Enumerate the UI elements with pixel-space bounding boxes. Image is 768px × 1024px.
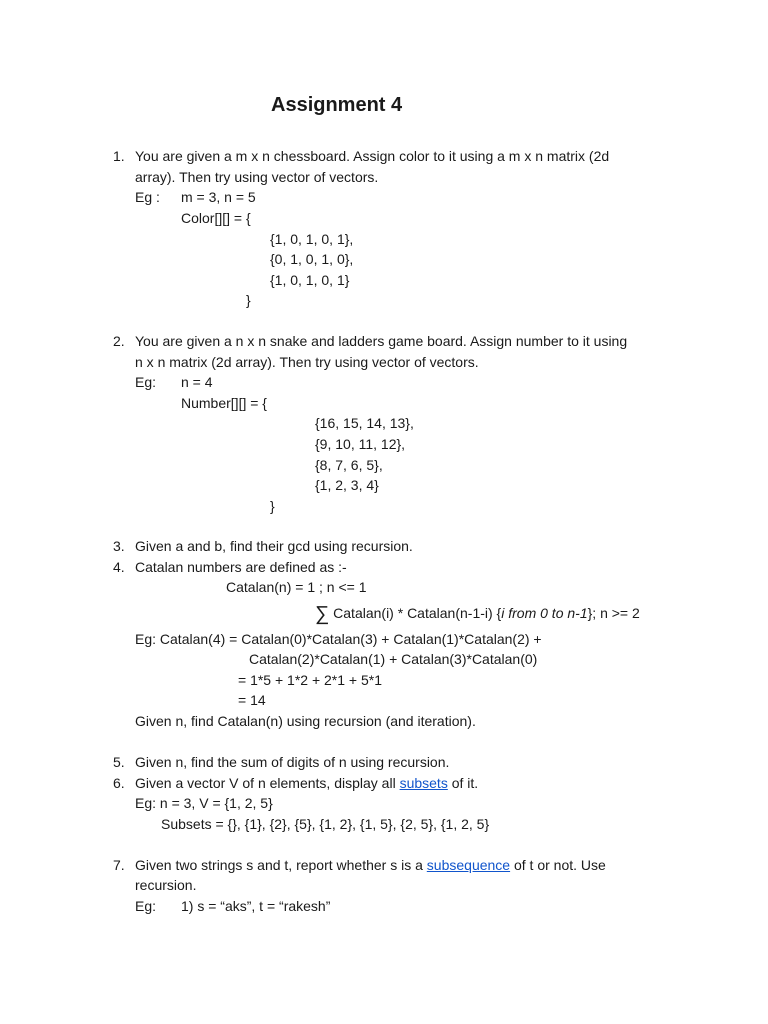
subsets-link[interactable]: subsets — [399, 775, 448, 791]
question-number: 2. — [113, 333, 125, 349]
page-title: Assignment 4 — [271, 94, 403, 116]
recurrence — [315, 602, 640, 623]
recurrence-text: Catalan(i) * Catalan(n-1-i) { — [329, 605, 502, 621]
question-number: 1. — [113, 148, 125, 164]
question-text: You are given a n x n snake and ladders game board. Assign number to it using — [135, 333, 628, 349]
matrix-row: {16, 15, 14, 13}, — [315, 415, 414, 431]
matrix-row: {1, 0, 1, 0, 1} — [270, 272, 350, 288]
matrix-row: {9, 10, 11, 12}, — [315, 436, 406, 452]
question-text-part: of it. — [447, 775, 479, 791]
question-number: 5. — [113, 754, 125, 770]
example-values: 1) s = “aks”, t = “rakesh” — [181, 898, 331, 914]
matrix-open: Number[][] = { — [181, 395, 267, 411]
matrix-row: {8, 7, 6, 5}, — [315, 457, 383, 473]
example-subsets: Subsets = {}, {1}, {2}, {5}, {1, 2}, {1, 5}, {2, 5}, {1, 2, 5} — [161, 816, 490, 832]
task-text: Given n, find Catalan(n) using recursion (and iteration). — [135, 713, 476, 729]
example-line: Eg: n = 3, V = {1, 2, 5} — [135, 795, 273, 811]
question-number: 3. — [113, 538, 125, 554]
matrix-row: {1, 0, 1, 0, 1}, — [270, 231, 354, 247]
subsequence-link[interactable]: subsequence — [426, 857, 511, 873]
example-label: Eg: — [135, 374, 157, 390]
question-text — [135, 773, 478, 793]
question-number: 6. — [113, 775, 125, 791]
question-text: Given a and b, find their gcd using recursion. — [135, 538, 413, 554]
example-line: Catalan(2)*Catalan(1) + Catalan(3)*Catalan(0) — [249, 651, 538, 667]
question-text: n x n matrix (2d array). Then try using vector of vectors. — [135, 354, 479, 370]
sigma-symbol: ∑ — [315, 603, 330, 625]
question-text: recursion. — [135, 877, 197, 893]
question-number: 7. — [113, 857, 125, 873]
question-number: 4. — [113, 559, 125, 575]
question-text-part: Given two strings s and t, report whether s is a — [135, 857, 427, 873]
question-text: Given n, find the sum of digits of n using recursion. — [135, 754, 450, 770]
question-text-part: Given a vector V of n elements, display all — [135, 775, 400, 791]
question-text: Catalan numbers are defined as :- — [135, 559, 347, 575]
question-text: You are given a m x n chessboard. Assign color to it using a m x n matrix (2d — [135, 148, 610, 164]
matrix-row: {1, 2, 3, 4} — [315, 477, 379, 493]
example-label: Eg : — [135, 189, 160, 205]
question-text: array). Then try using vector of vectors. — [135, 169, 379, 185]
matrix-row: {0, 1, 0, 1, 0}, — [270, 251, 354, 267]
example-label: Eg: — [135, 898, 157, 914]
question-text-part: of t or not. Use — [510, 857, 606, 873]
example-result: = 14 — [238, 692, 266, 708]
matrix-open: Color[][] = { — [181, 210, 251, 226]
question-text — [135, 855, 606, 875]
matrix-close: } — [246, 292, 251, 308]
matrix-close: } — [270, 498, 275, 514]
base-case: Catalan(n) = 1 ; n <= 1 — [226, 579, 367, 595]
recurrence-range: i from 0 to n-1 — [501, 605, 588, 621]
example-values: n = 4 — [181, 374, 213, 390]
example-line: = 1*5 + 1*2 + 2*1 + 5*1 — [238, 672, 383, 688]
example-line: Eg: Catalan(4) = Catalan(0)*Catalan(3) + Catalan(1)*Catalan(2) + — [135, 631, 542, 647]
recurrence-condition: }; n >= 2 — [587, 605, 640, 621]
example-values: m = 3, n = 5 — [181, 189, 256, 205]
